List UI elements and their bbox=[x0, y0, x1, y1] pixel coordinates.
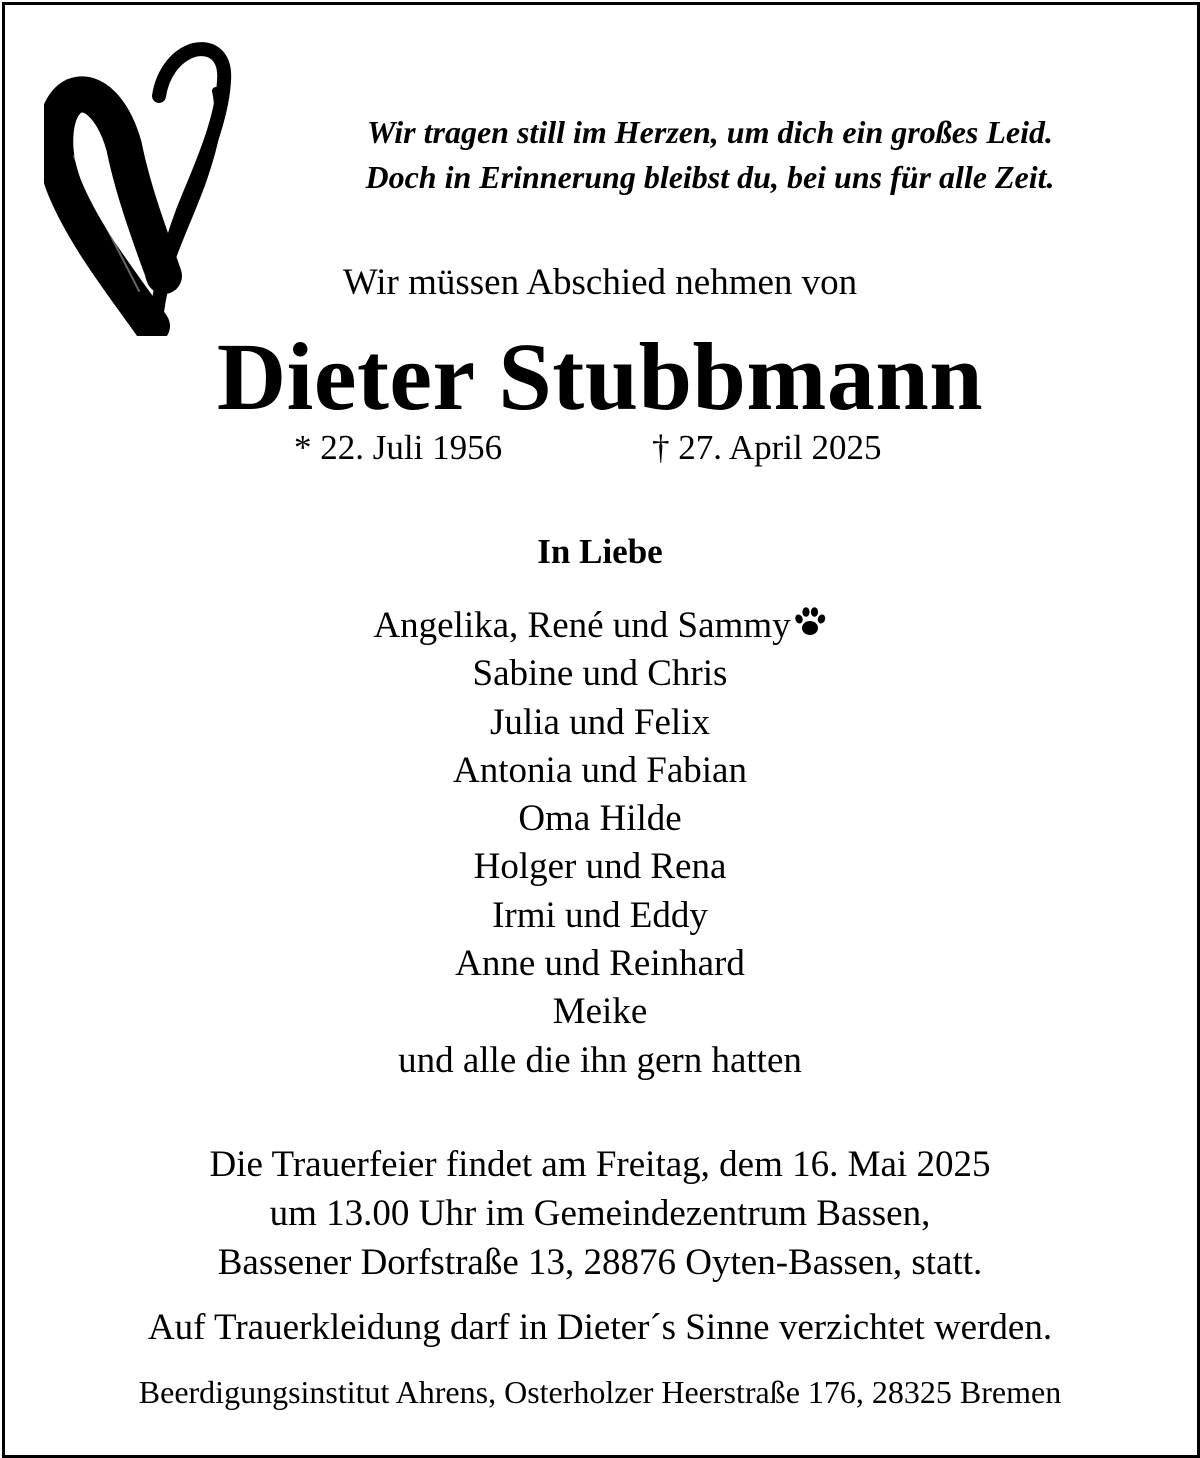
mourner-item: Anne und Reinhard bbox=[455, 943, 745, 985]
service-line-2: um 13.00 Uhr im Gemeindezentrum Bassen, bbox=[269, 1193, 931, 1234]
service-line-1: Die Trauerfeier findet am Freitag, dem 16. Mai 2025 bbox=[209, 1144, 991, 1185]
mourner-item: Meike bbox=[552, 991, 648, 1033]
mourner-list bbox=[0, 602, 1200, 1085]
mourner-item: Irmi und Eddy bbox=[492, 894, 708, 936]
birth-date: * 22. Juli 1956 bbox=[294, 428, 503, 467]
mourner-item bbox=[0, 602, 1200, 650]
closing-phrase: In Liebe bbox=[537, 532, 663, 571]
mourner-name: Angelika, René und Sammy bbox=[373, 605, 791, 646]
funeral-home-info: Beerdigungsinstitut Ahrens, Osterholzer Heerstraße 176, 28325 Bremen bbox=[138, 1374, 1062, 1410]
verse-line-1: Wir tragen still im Herzen, um dich ein großes Leid. bbox=[367, 114, 1053, 150]
paw-icon bbox=[793, 605, 827, 639]
mourner-item: Antonia und Fabian bbox=[453, 749, 747, 791]
service-details bbox=[0, 1140, 1200, 1287]
dress-code-note: Auf Trauerkleidung darf in Dieter´s Sinne verzichtet werden. bbox=[147, 1307, 1053, 1348]
mourner-item: Oma Hilde bbox=[518, 798, 682, 840]
memorial-verse bbox=[290, 110, 1130, 200]
mourner-item: Julia und Felix bbox=[490, 701, 710, 743]
deceased-name: Dieter Stubbmann bbox=[216, 323, 984, 430]
service-line-3: Bassener Dorfstraße 13, 28876 Oyten-Bassen, statt. bbox=[217, 1242, 983, 1283]
farewell-intro: Wir müssen Abschied nehmen von bbox=[342, 262, 858, 303]
verse-line-2: Doch in Erinnerung bleibst du, bei uns für alle Zeit. bbox=[365, 159, 1055, 195]
mourner-item: Sabine und Chris bbox=[472, 653, 728, 695]
mourner-item: und alle die ihn gern hatten bbox=[398, 1039, 802, 1081]
death-date: † 27. April 2025 bbox=[652, 428, 882, 467]
mourner-item: Holger und Rena bbox=[473, 846, 727, 888]
